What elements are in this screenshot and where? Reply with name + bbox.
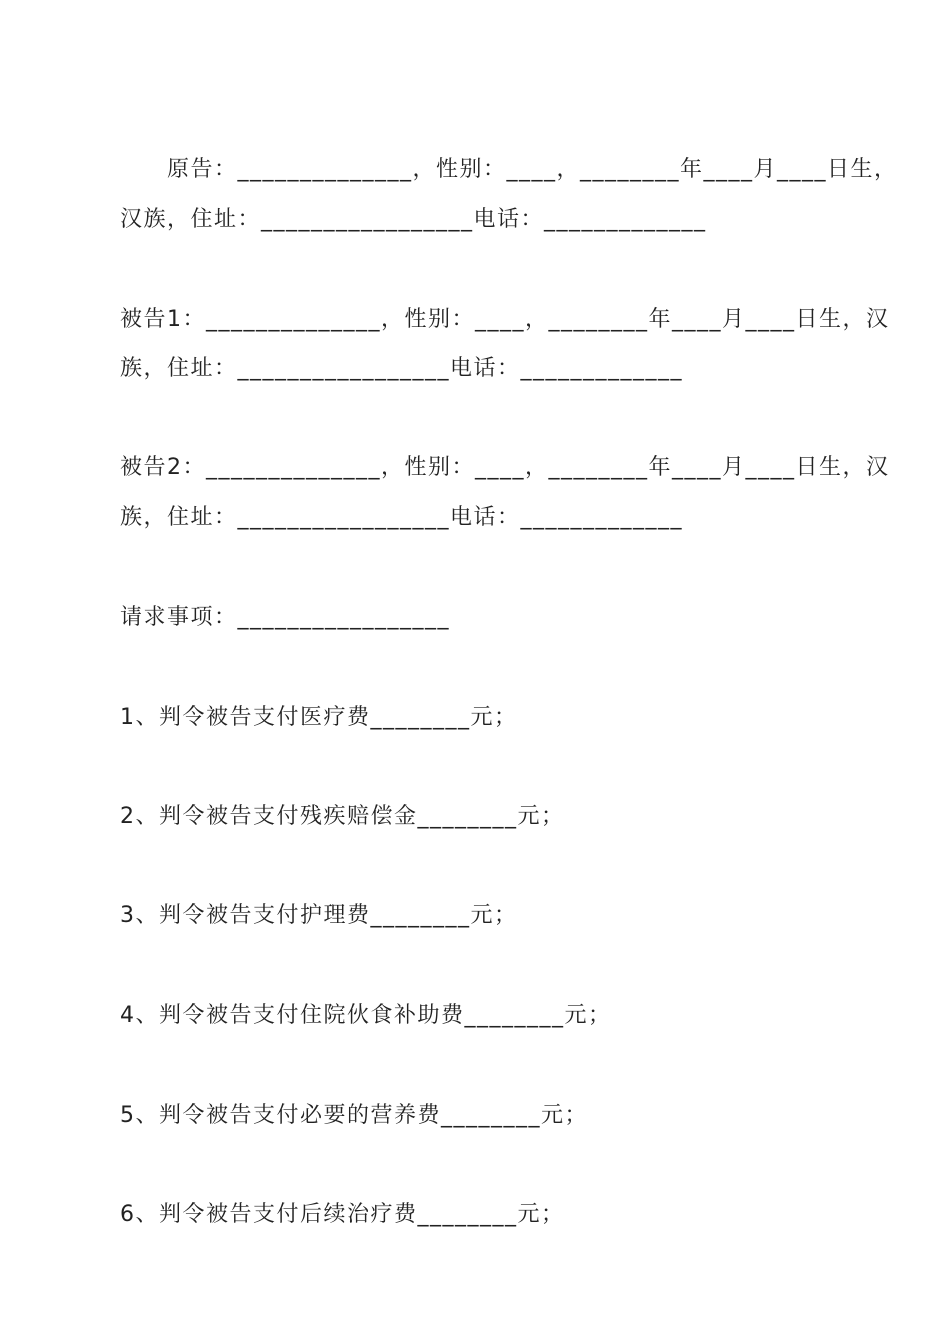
plaintiff-line-2: 汉族，住址：_________________电话：_____________ — [120, 207, 707, 232]
claims-title: 请求事项：_________________ — [120, 605, 451, 630]
defendant1-line-1: 被告1：______________，性别：____，________年____月____日生，汉 — [120, 307, 890, 332]
claim-item-4: 4、判令被告支付住院伙食补助费________元； — [120, 1003, 612, 1028]
defendant2-line-2: 族，住址：_________________电话：_____________ — [120, 505, 684, 530]
claim-item-2: 2、判令被告支付残疾赔偿金________元； — [120, 804, 565, 829]
claim-item-1: 1、判令被告支付医疗费________元； — [120, 705, 518, 730]
plaintiff-line-1: 原告：______________，性别：____，________年____月____日生， — [120, 157, 898, 182]
claim-item-5: 5、判令被告支付必要的营养费________元； — [120, 1103, 588, 1128]
defendant1-line-2: 族，住址：_________________电话：_____________ — [120, 356, 684, 381]
defendant2-line-1: 被告2：______________，性别：____，________年____月____日生，汉 — [120, 455, 890, 480]
claim-item-3: 3、判令被告支付护理费________元； — [120, 903, 518, 928]
claim-item-6: 6、判令被告支付后续治疗费________元； — [120, 1202, 565, 1227]
